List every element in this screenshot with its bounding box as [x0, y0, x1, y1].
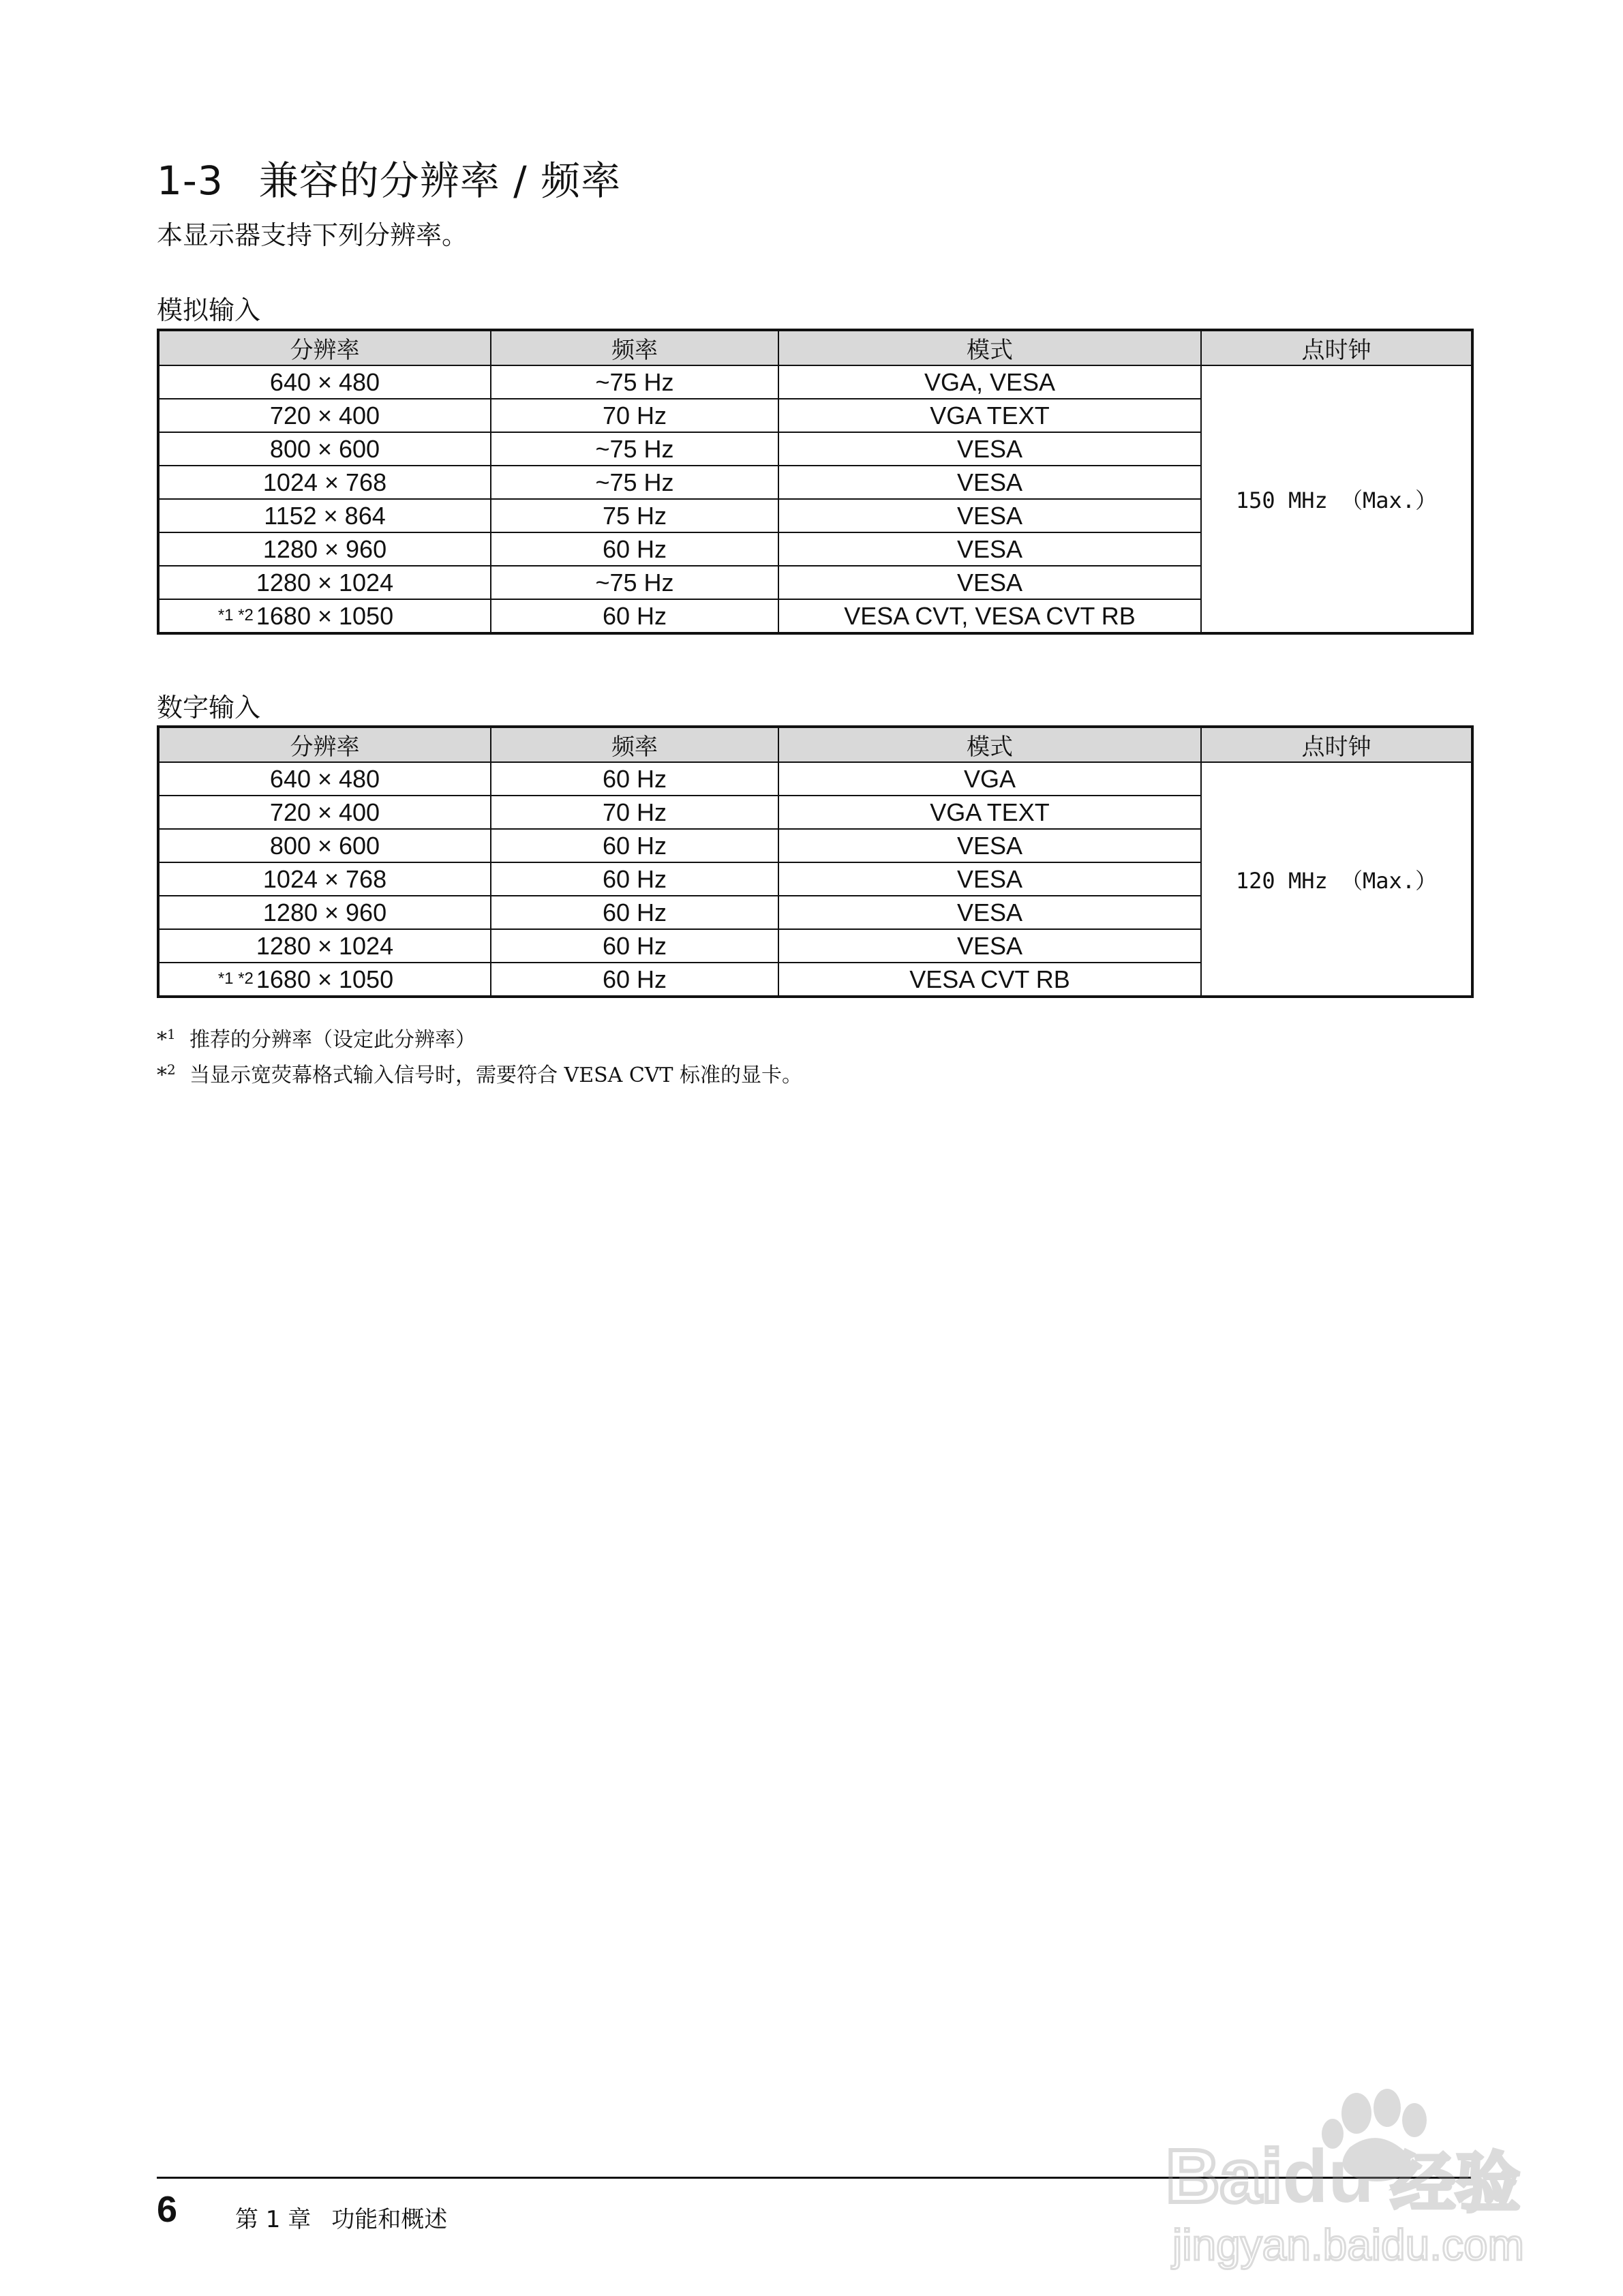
cell-frequency: 75 Hz	[491, 499, 778, 532]
cell-frequency: ~75 Hz	[491, 566, 778, 599]
cell-resolution: *1 *2 1680 × 1050	[158, 599, 491, 633]
watermark-url: jingyan.baidu.com	[1172, 2220, 1524, 2269]
col-resolution: 分辨率	[158, 727, 491, 762]
cell-mode: VESA CVT, VESA CVT RB	[778, 599, 1201, 633]
cell-resolution: 1152 × 864	[158, 499, 491, 532]
cell-frequency: 60 Hz	[491, 532, 778, 566]
footnote-text: 推荐的分辨率（设定此分辨率）	[189, 1028, 476, 1052]
cell-dot-clock: 150 MHz （Max.）	[1201, 365, 1472, 633]
cell-mode: VGA	[778, 762, 1201, 796]
footnote-mark: *$^2$	[157, 1061, 176, 1087]
cell-frequency: 60 Hz	[491, 862, 778, 896]
chapter-number: 第 1 章	[235, 2206, 312, 2233]
cell-resolution: *1 *2 1680 × 1050	[158, 963, 491, 997]
chapter-label	[235, 2201, 447, 2234]
digital-label: 数字输入	[157, 693, 261, 723]
cell-frequency: 60 Hz	[491, 929, 778, 963]
cell-dot-clock: 120 MHz （Max.）	[1201, 762, 1472, 997]
cell-frequency: ~75 Hz	[491, 466, 778, 499]
cell-resolution: 640 × 480	[158, 762, 491, 796]
cell-resolution: 640 × 480	[158, 365, 491, 399]
col-frequency: 频率	[491, 727, 778, 762]
cell-mode: VESA	[778, 499, 1201, 532]
footnote-2	[157, 1058, 802, 1088]
intro-text: 本显示器支持下列分辨率。	[157, 220, 468, 250]
table-header-row	[158, 330, 1472, 365]
col-resolution: 分辨率	[158, 330, 491, 365]
cell-mode: VGA, VESA	[778, 365, 1201, 399]
cell-resolution: 1280 × 1024	[158, 929, 491, 963]
cell-mode: VESA	[778, 829, 1201, 862]
baidu-jingyan-watermark	[1152, 2066, 1534, 2270]
cell-frequency: 60 Hz	[491, 599, 778, 633]
digital-table	[157, 725, 1474, 998]
cell-mode: VESA	[778, 862, 1201, 896]
cell-frequency: ~75 Hz	[491, 432, 778, 466]
cell-resolution: 1024 × 768	[158, 466, 491, 499]
cell-resolution: 1024 × 768	[158, 862, 491, 896]
analog-label: 模拟输入	[157, 295, 261, 325]
footnote-mark: *$^1$	[157, 1026, 176, 1052]
table-row	[158, 762, 1472, 796]
cell-frequency: 60 Hz	[491, 829, 778, 862]
col-mode: 模式	[778, 330, 1201, 365]
col-dot-clock: 点时钟	[1201, 727, 1472, 762]
cell-resolution: 800 × 600	[158, 432, 491, 466]
cell-resolution: 720 × 400	[158, 399, 491, 432]
cell-frequency: 70 Hz	[491, 399, 778, 432]
table-header-row	[158, 727, 1472, 762]
cell-frequency: 70 Hz	[491, 796, 778, 829]
cell-frequency: 60 Hz	[491, 963, 778, 997]
cell-frequency: ~75 Hz	[491, 365, 778, 399]
cell-mode: VESA	[778, 532, 1201, 566]
col-dot-clock: 点时钟	[1201, 330, 1472, 365]
digital-table-body	[158, 762, 1472, 997]
footnote-marks: *1 *2	[217, 969, 254, 988]
footnote-marks: *1 *2	[217, 605, 254, 624]
cell-resolution: 720 × 400	[158, 796, 491, 829]
footnote-text: 当显示宽荧幕格式输入信号时，需要符合 VESA CVT 标准的显卡。	[189, 1063, 803, 1087]
section-number: 1-3	[157, 157, 224, 204]
page-number: 6	[157, 2189, 178, 2230]
cell-mode: VESA	[778, 566, 1201, 599]
watermark-product: 经验	[1391, 2146, 1521, 2221]
cell-resolution: 800 × 600	[158, 829, 491, 862]
cell-mode: VGA TEXT	[778, 796, 1201, 829]
analog-table	[157, 329, 1474, 635]
cell-frequency: 60 Hz	[491, 762, 778, 796]
section-heading	[157, 149, 621, 206]
analog-table-body	[158, 365, 1472, 633]
cell-mode: VESA CVT RB	[778, 963, 1201, 997]
watermark-brand: Baidu	[1166, 2134, 1374, 2218]
cell-mode: VESA	[778, 466, 1201, 499]
col-frequency: 频率	[491, 330, 778, 365]
cell-mode: VESA	[778, 896, 1201, 929]
cell-frequency: 60 Hz	[491, 896, 778, 929]
col-mode: 模式	[778, 727, 1201, 762]
section-title: 兼容的分辨率 / 频率	[258, 157, 622, 204]
table-row	[158, 365, 1472, 399]
cell-mode: VESA	[778, 432, 1201, 466]
cell-mode: VESA	[778, 929, 1201, 963]
footnote-1	[157, 1023, 476, 1053]
chapter-title: 功能和概述	[331, 2206, 448, 2233]
cell-resolution: 1280 × 960	[158, 532, 491, 566]
cell-resolution: 1280 × 960	[158, 896, 491, 929]
cell-resolution: 1280 × 1024	[158, 566, 491, 599]
cell-mode: VGA TEXT	[778, 399, 1201, 432]
